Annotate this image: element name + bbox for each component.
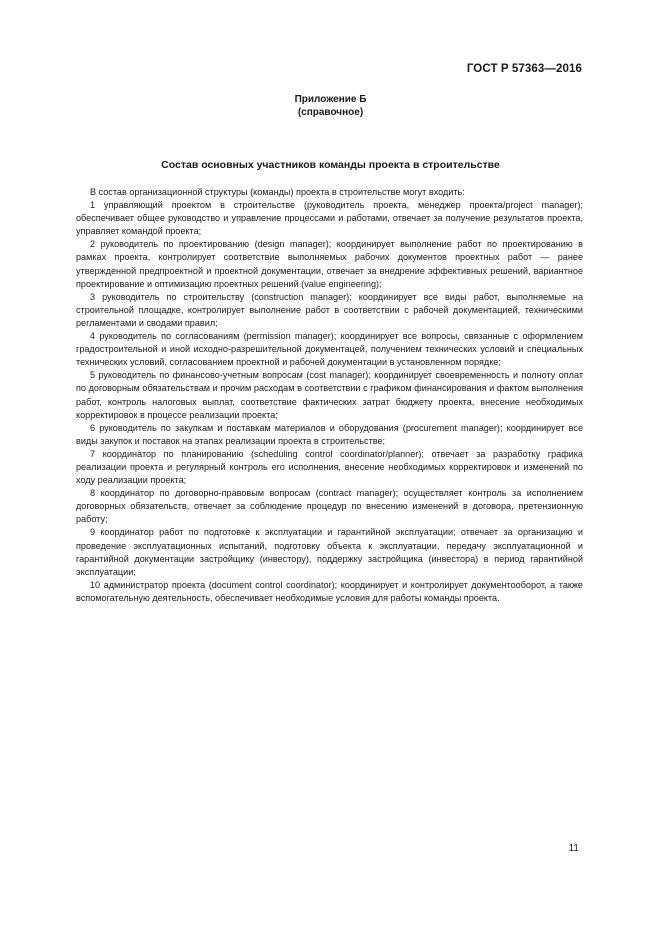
list-item: 3 руководитель по строительству (construction manager); координирует все виды работ, выполняемые на строительной площадке, контролирует выполнение работ в соответствии с рабочей документацией, техническими регламентами и сводами правил;	[76, 291, 583, 328]
body-text	[76, 186, 583, 605]
list-item: 6 руководитель по закупкам и поставкам материалов и оборудования (procurement manager); координирует все виды закупок и поставок на этапах реализации проекта в строительстве;	[76, 422, 583, 446]
list-item: 4 руководитель по согласованиям (permission manager); координирует все вопросы, связанные с оформлением градостроительной и иной исходно-разрешительной документацей, получением технических условий и специальных технических условий, согласованием проектной и рабочей документации в установленном порядке;	[76, 331, 583, 368]
list-item: 1 управляющий проектом в строительстве (руководитель проекта, менеджер проекта/project manager); обеспечивает общее руководство и управление процессами и работами, отвечает за получение результатов проекта, управляет командой проекта;	[76, 200, 583, 237]
appendix-subtitle: (справочное)	[297, 107, 364, 118]
section-title: Состав основных участников команды проекта в строительстве	[161, 159, 500, 171]
list-item: 5 руководитель по финансово-учетным вопросам (cost manager); координирует своевременность и полноту оплат по договорным обязательствам и прочим расходам в соответствии с графиком финансирования и фактом выполнения работ, контроль налоговых выплат, соответствие фактических затрат бюджету проекта, внесение необходимых корректировок в процессе реализации проекта;	[76, 370, 583, 420]
appendix-heading	[0, 93, 661, 119]
page-number: 11	[568, 843, 579, 854]
list-item: 9 координатор работ по подготовке к эксплуатации и гарантийной эксплуатации; отвечает за организацию и проведение эксплуатационных испытаний, подготовку объекта к эксплуатации, передачу эксплуатационной и гарантийной документации застройщику (инвестору), поддержку застройщика (инвестора) в период гарантийной эксплуатации;	[76, 527, 583, 577]
list-item: 7 координатор по планированию (scheduling control coordinator/planner); отвечает за разработку графика реализации проекта и регулярный контроль его исполнения, внесение необходимых корректировок и изменений по ходу реализации проекта;	[76, 448, 583, 486]
list-item: 10 администратор проекта (document control coordinator); координирует и контролирует документооборот, а также вспомогательную деятельность, обеспечивает необходимые условия для работы команды проекта.	[76, 579, 583, 603]
appendix-title: Приложение Б	[294, 94, 367, 105]
list-item: 8 координатор по договорно-правовым вопросам (contract manager); осуществляет контроль за исполнением договорных обязательств, отвечает за соблюдение процедур по внесению изменений в договора, претензионную работу;	[76, 488, 583, 525]
document-code: ГОСТ Р 57363—2016	[466, 63, 582, 75]
intro-paragraph: В состав организационной структуры (команды) проекта в строительстве могут входить:	[90, 187, 465, 197]
list-item: 2 руководитель по проектированию (design manager); координирует выполнение работ по проектированию в рамках проекта, контролирует соответствие выполняемых рабочих документов проектных работ — ранее утвержденной предпроектной и проектной документации, отвечает за внедрение эффективных решений, вариантное проектирование и оптимизацию проектных решений (value engineering);	[76, 239, 583, 289]
